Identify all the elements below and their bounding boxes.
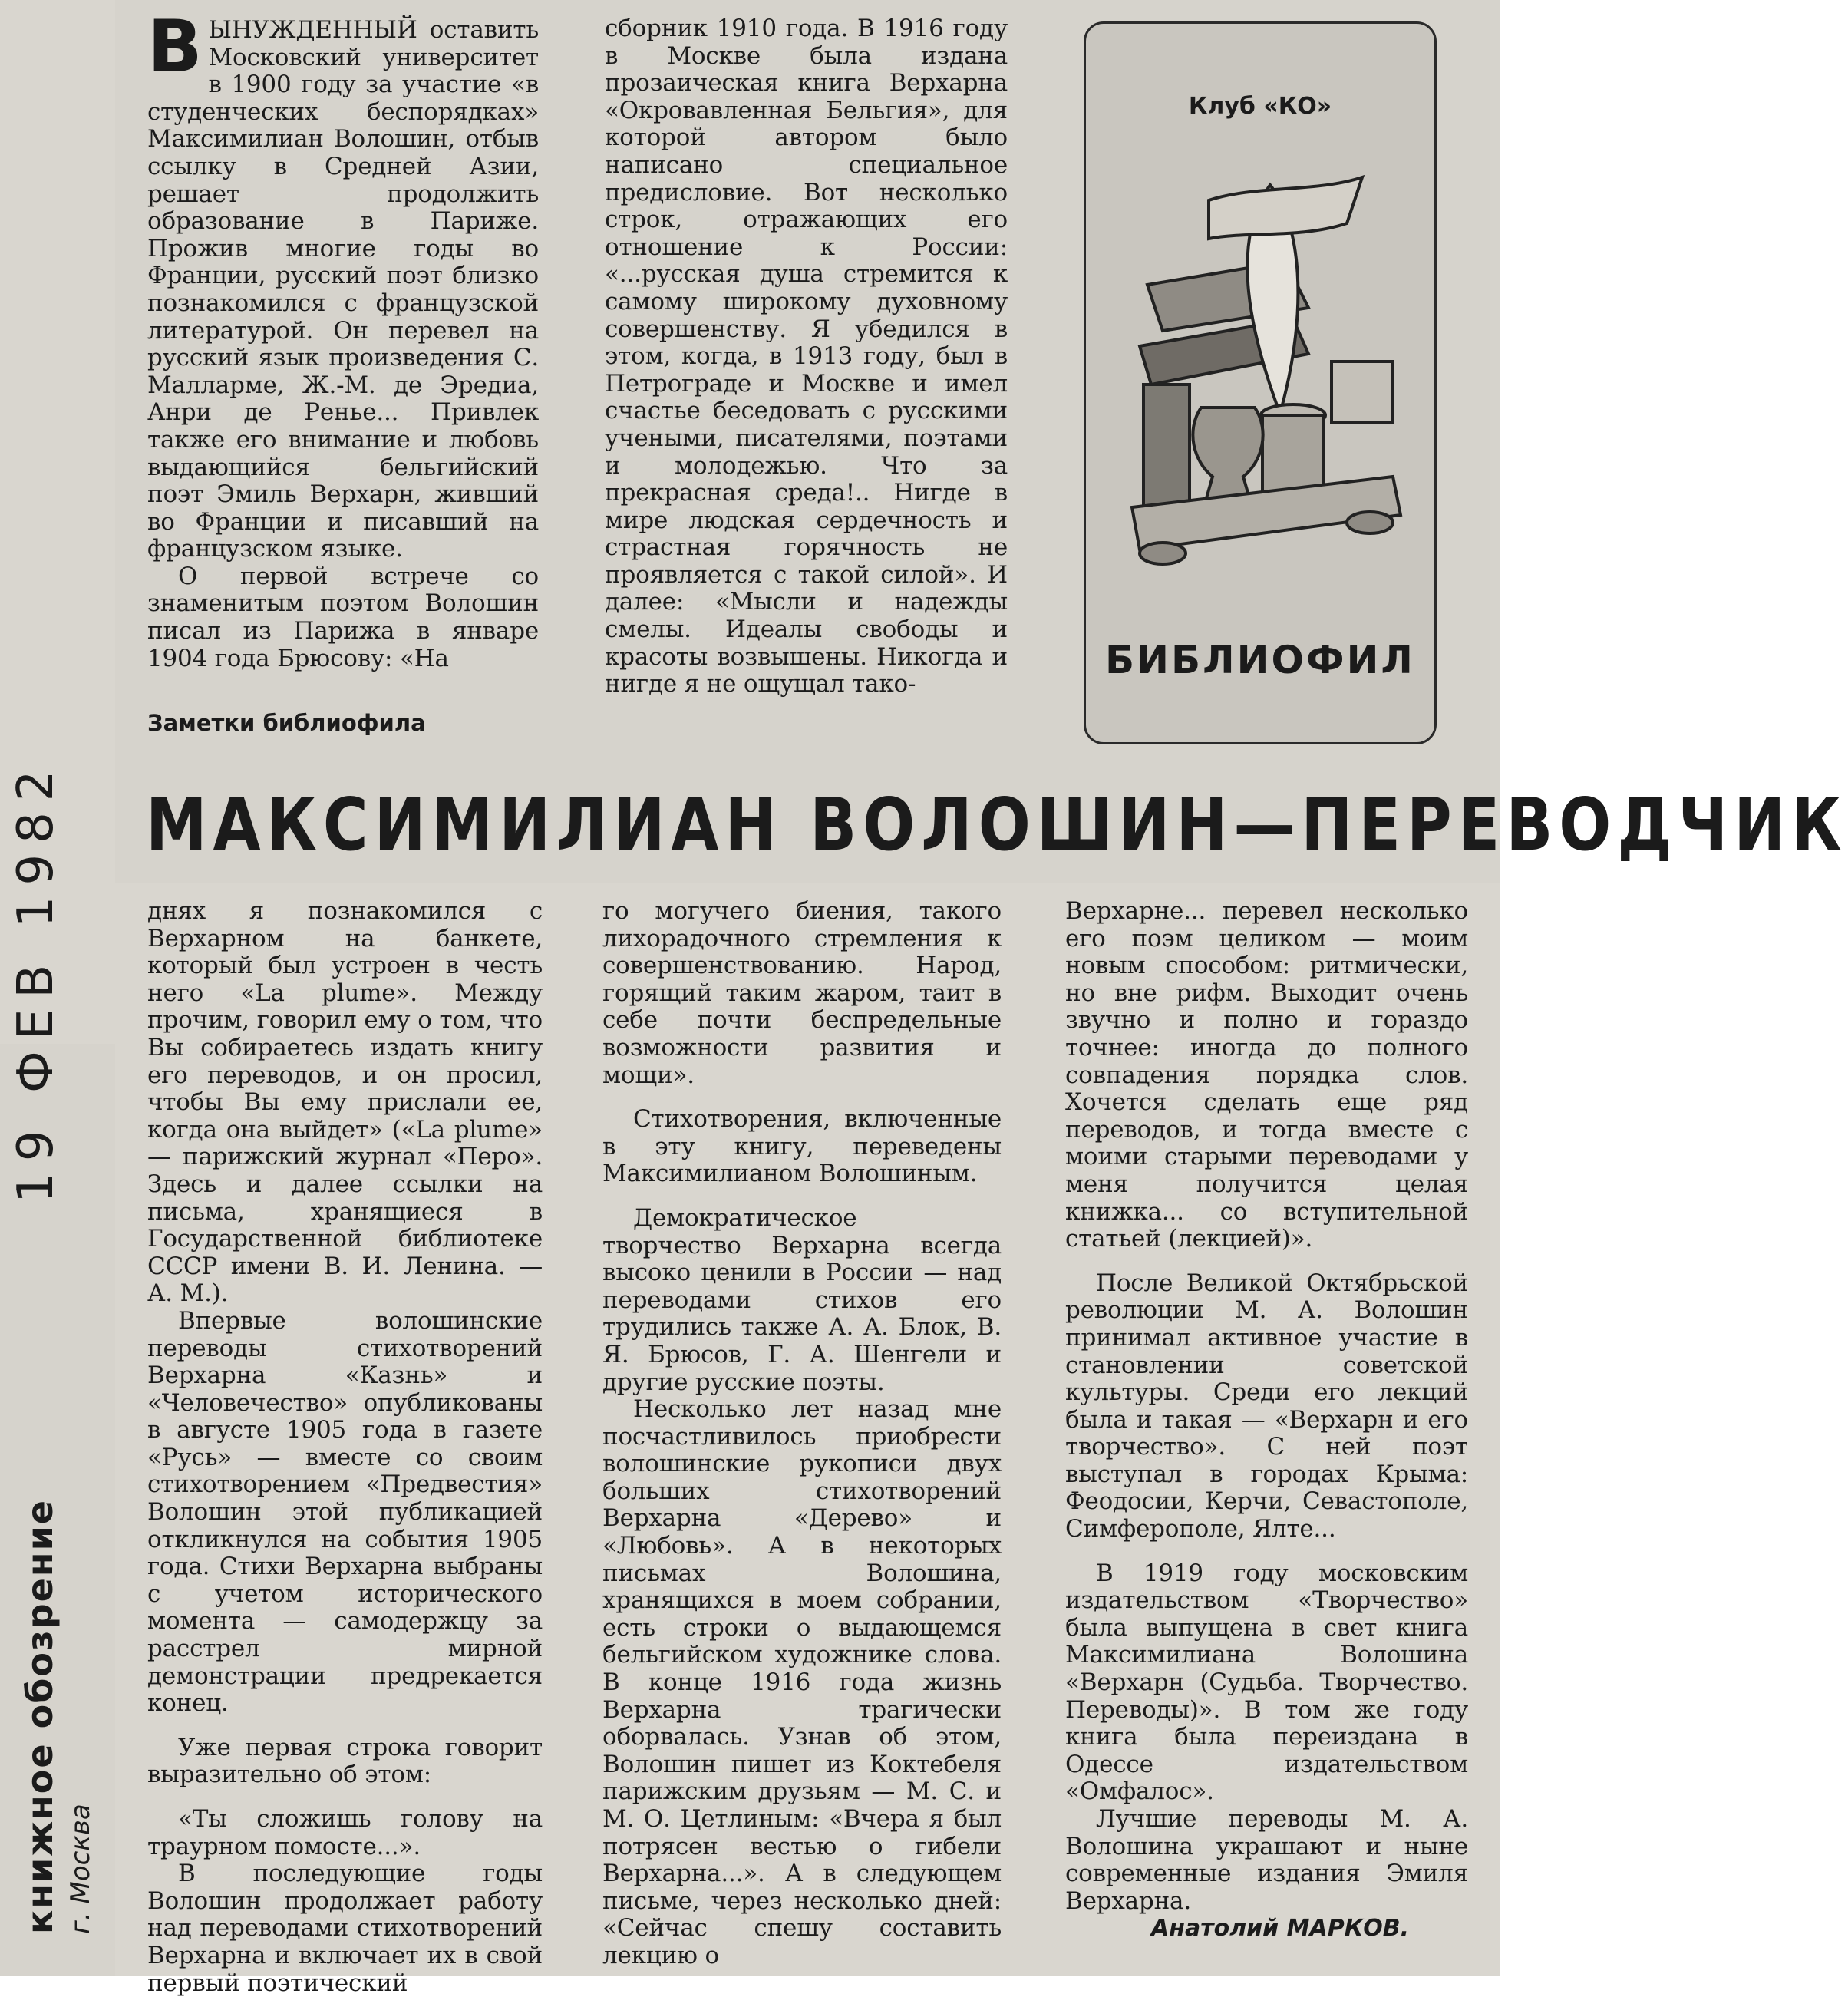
top-col1-para1 [147,5,539,563]
top-col2-para1: сборник 1910 года. В 1916 году в Москве была издана прозаическая книга Верхарна «Окровавленная Бельгия», для которой автором было написано специальное предисловие. Вот несколько строк, отражающих его отношение к России: «...русская душа стремится к самому широкому духовному совершенству. Я убедился в этом, когда, в 1913 году, был в Петрограде и Москве и имел счастье беседовать с русскими учеными, писателями, поэтами и молодежью. Что за прекрасная среда!.. Нигде в мире людская сердечность и страстная горячность не проявляется с такой силой». И далее: «Мысли и надежды смелы. Идеалы свободы и красоты возвышены. Никогда и нигде я не ощущал тако- [605,15,1008,698]
bottom-col2-para3: Демократическое творчество Верхарна всегда высоко ценили в России — над переводами стихов его трудились также А. А. Блок, В. Я. Брюсов, Г. А. Шенгели и другие русские поэты. [602,1203,1002,1396]
bibliophile-label: БИБЛИОФИЛ [1105,638,1415,682]
bottom-col2-para2: Стихотворения, включенные в эту книгу, переведены Максимилианом Волошиным. [602,1105,1002,1188]
still-life-drawing [1117,154,1408,569]
archive-stamp [8,759,64,1934]
bottom-col1-para5: В последующие годы Волошин продолжает работу над переводами стихотворений Верхарна и включает их в свой первый поэтический [147,1860,543,1997]
vase-shape [1193,408,1262,503]
stamp-publication: книжное обозрение [19,1499,61,1934]
tray-foot [1140,543,1186,564]
top-col1-para2: О первой встрече со знаменитым поэтом Волошин писал из Парижа в январе 1904 года Брюсову: «На [147,562,539,672]
bottom-col1-para3: Уже первая строка говорит выразительно об этом: [147,1733,543,1789]
bottom-col1-para2: Впервые волошинские переводы стихотворений Верхарна «Казнь» и «Человечество» опубликованы в августе 1905 года в газете «Русь» — вместе со своим стихотворением «Предвестия» Волошин этой публикацией откликнулся на события 1905 года. Стихи Верхарна выбраны с учетом исторического момента — самодержцу за расстрел мирной демонстрации предрекается конец. [147,1306,543,1718]
bibliophile-club-illustration [1084,21,1437,744]
bottom-col3-para2: После Великой Октябрьской революции М. А. Волошин принимал активное участие в становлении советской культуры. Среди его лекций была и такая — «Верхарн и его творчество». С ней поэт выступал в городах Крыма: Феодосии, Керчи, Севастополе, Симферополе, Ялте... [1065,1269,1468,1543]
rubric: Заметки библиофила [147,710,426,736]
bottom-column-3 [1065,898,1468,1915]
top-col1-para1-text: ЫНУЖДЕННЫЙ оставить Московский университет в 1900 году за участие «в студенческих беспорядках» Максимилиан Волошин, отбыв ссылку в Средней Азии, решает продолжить образование в Париже. Прожив многие годы во Франции, русский поэт близко познакомился с французской литературой. Он перевел на русский язык произведения С. Малларме, Ж.-М. де Эредиа, Анри де Ренье... Привлек также его внимание и любовь выдающийся бельгийский поэт Эмиль Верхарн, живший во Франции и писавший на французском языке. [147,16,539,563]
top-column-1 [147,5,539,672]
article-headline: МАКСИМИЛИАН ВОЛОШИН—ПЕРЕВОДЧИК [146,782,1848,867]
top-column-2 [605,15,1008,698]
stamp-city: г. Москва [65,1804,96,1934]
stamp-date: 19 ФЕВ 1982 [8,759,64,1203]
author-signature: Анатолий МАРКОВ. [1151,1915,1409,1942]
paper-scroll-shape [1209,177,1362,239]
bottom-col1-para1: днях я познакомился с Верхарном на банкете, который был устроен в честь него «La plume». Между прочим, говорил ему о том, что Вы собираетесь издать книгу его переводов, и он просил, чтобы Вы ему прислали ее, когда она выйдет» («La plume» — парижский журнал «Перо». Здесь и далее ссылки на письма, хранящиеся в Государственной библиотеке СССР имени В. И. Ленина. — А. М.). [147,897,543,1308]
bottom-col3-para4: Лучшие переводы М. А. Волошина украшают и ныне современные издания Эмиля Верхарна. [1065,1805,1468,1915]
box-shape [1332,361,1393,423]
bottom-col1-quote: «Ты сложишь голову на траурном помосте...». [147,1805,543,1860]
bottom-col2-para1: го могучего биения, такого лихорадочного стремления к совершенствованию. Народ, горящий таким жаром, таит в себе почти беспредельные возможности развития и мощи». [602,897,1002,1089]
tray-foot [1347,512,1393,533]
bottom-col3-para3: В 1919 году московским издательством «Творчество» была выпущена в свет книга Максимилиана Волошина «Верхарн (Судьба. Творчество. Переводы)». В том же году книга была переиздана в Одессе издательством «Омфалос». [1065,1559,1468,1806]
bottom-col2-para4: Несколько лет назад мне посчастливилось приобрести волошинские рукописи двух больших стихотворений Верхарна «Дерево» и «Любовь». А в некоторых письмах Волошина, хранящихся в моем собрании, есть строки о выдающемся бельгийском художнике слова. В конце 1916 года жизнь Верхарна трагически оборвалась. Узнав об этом, Волошин пишет из Коктебеля парижским друзьям — М. С. и М. О. Цетлиным: «Вчера я был потрясен вестью о гибели Верхарна...». А в следующем письме, через несколько дней: «Сейчас спешу составить лекцию о [602,1395,1002,1969]
bottom-col3-para1: Верхарне... перевел несколько его поэм целиком — моим новым способом: ритмически, но вне рифм. Выходит очень звучно и полно и гораздо точнее: иногда до полного совпадения порядка слов. Хочется сделать еще ряд переводов, и тогда вместе с моими старыми переводами у меня получится целая книжка... со вступительной статьей (лекцией)». [1065,897,1468,1253]
drop-cap: В [147,5,203,89]
bottom-column-1 [147,898,543,1997]
bottom-column-2 [602,898,1002,1970]
club-title: Клуб «КО» [1188,93,1332,120]
